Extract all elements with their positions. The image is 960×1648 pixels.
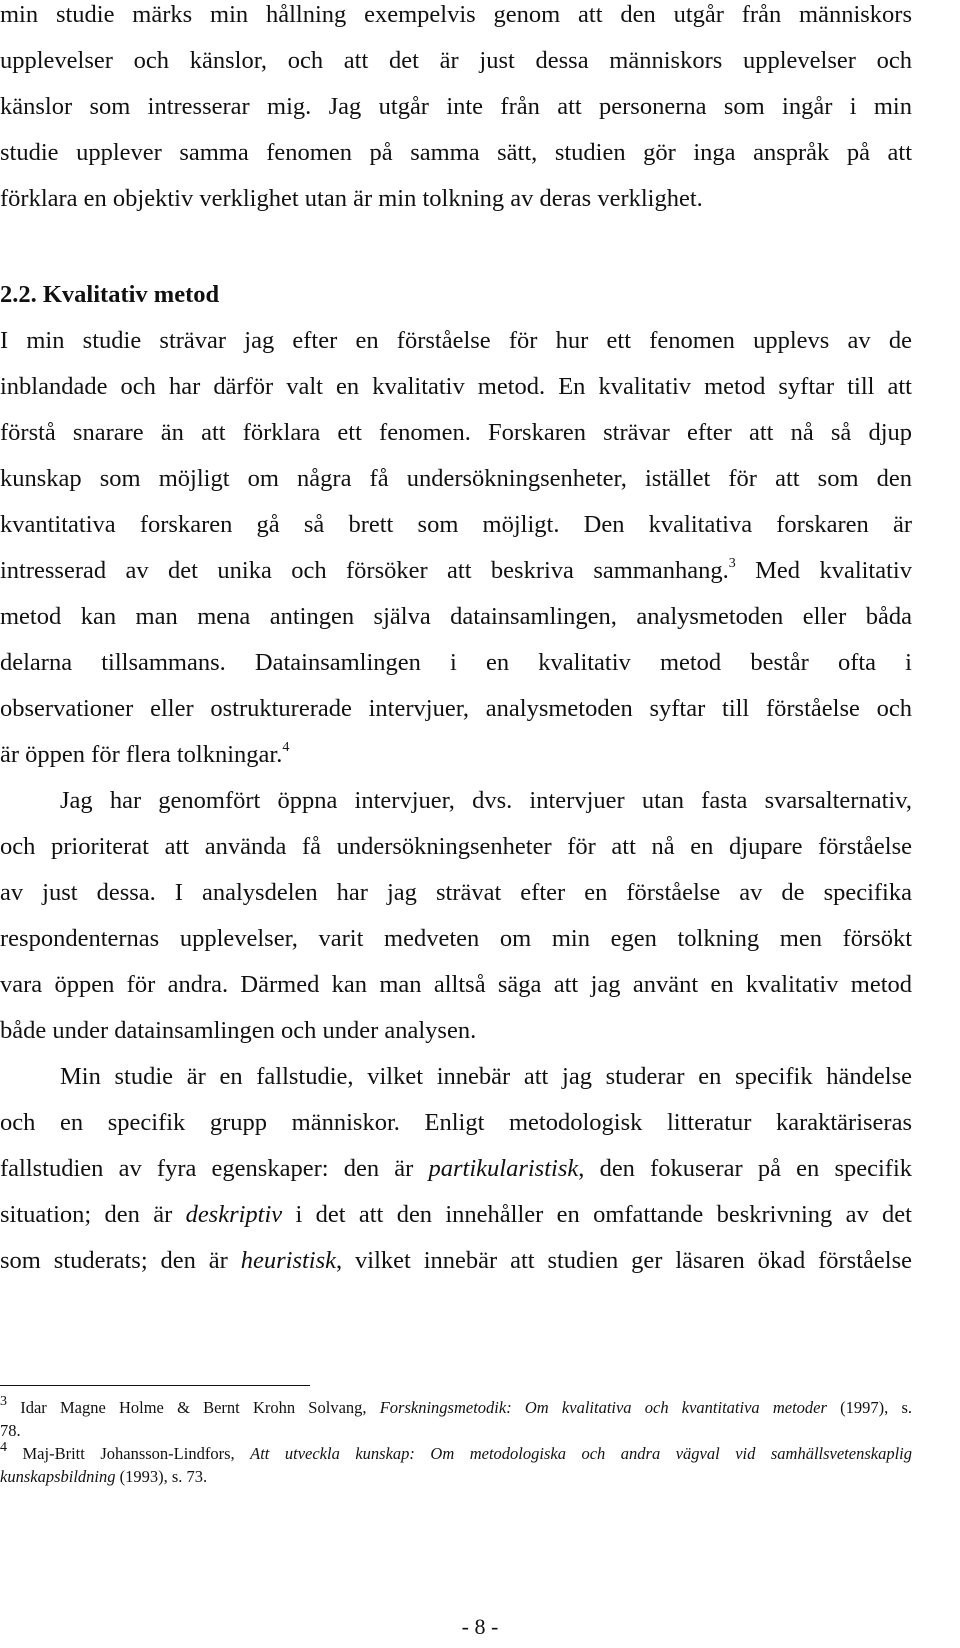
text-span: (1997), s. [826, 1398, 912, 1417]
text-span: situation; den är [0, 1201, 186, 1228]
text-line: observationer eller ostrukturerade intervjuer, analysmetoden syftar till förståelse och [0, 695, 912, 722]
emphasis-term: heuristisk [240, 1247, 337, 1274]
text-line: vara öppen för andra. Därmed kan man alltså säga att jag använt en kvalitativ metod [0, 971, 912, 998]
citation-title: Forskningsmetodik: Om kvalitativa och kvantitativa metoder [379, 1398, 827, 1417]
text-line: Jag har genomfört öppna intervjuer, dvs. intervjuer utan fasta svarsalternativ, [60, 787, 912, 814]
footnote-3-continued: 78. [0, 1421, 21, 1440]
text-line [0, 556, 912, 586]
text-line [0, 1154, 912, 1184]
footnote-ref-4[interactable]: 4 [282, 739, 290, 755]
text-span: intresserad av det unika och försöker att beskriva sammanhang. [0, 557, 729, 584]
text-line: kunskap som möjligt om några få undersökningsenheter, istället för att som den [0, 465, 912, 492]
text-span: Med kvalitativ [735, 557, 912, 584]
emphasis-term: partikularistisk [428, 1155, 579, 1182]
page-number: - 8 - [461, 1614, 499, 1639]
text-line: delarna tillsammans. Datainsamlingen i en kvalitativ metod består ofta i [0, 649, 912, 676]
text-line [0, 1246, 912, 1276]
text-line: min studie märks min hållning exempelvis genom att den utgår från människors [0, 1, 912, 28]
text-line: Min studie är en fallstudie, vilket innebär att jag studerar en specifik händelse [60, 1063, 912, 1090]
text-line: och prioriterat att använda få undersökningsenheter för att nå en djupare förståelse [0, 833, 912, 860]
text-line: inblandade och har därför valt en kvalitativ metod. En kvalitativ metod syftar till att [0, 373, 912, 400]
text-span: Maj-Britt Johansson-Lindfors, [7, 1444, 251, 1463]
text-span: , vilket innebär att studien ger läsaren ökad förståelse [336, 1247, 912, 1274]
text-line: förklara en objektiv verklighet utan är min tolkning av deras verklighet. [0, 185, 703, 212]
citation-title: Att utveckla kunskap: Om metodologiska och andra vägval vid samhällsvetenskaplig [250, 1444, 913, 1463]
citation-title: kunskapsbildning [0, 1467, 116, 1486]
section-heading: 2.2. Kvalitativ metod [0, 281, 220, 308]
footnote-number: 3 [0, 1393, 7, 1409]
text-line: kvantitativa forskaren gå så brett som möjligt. Den kvalitativa forskaren är [0, 511, 912, 538]
text-span: (1993), s. 73. [115, 1467, 208, 1486]
text-line: metod kan man mena antingen själva datainsamlingen, analysmetoden eller båda [0, 603, 912, 630]
text-line [0, 1200, 912, 1230]
footnote-4 [0, 1439, 913, 1465]
text-span: i det att den innehåller en omfattande beskrivning av det [282, 1201, 912, 1228]
text-span: som studerats; den är [0, 1247, 241, 1274]
footnote-4-continued [0, 1466, 912, 1488]
footnote-separator [0, 1385, 310, 1386]
text-line: både under datainsamlingen och under analysen. [0, 1017, 477, 1044]
footnote-number: 4 [0, 1439, 7, 1455]
text-line: studie upplever samma fenomen på samma sätt, studien gör inga anspråk på att [0, 139, 912, 166]
text-line: förstå snarare än att förklara ett fenomen. Forskaren strävar efter att nå så djup [0, 419, 912, 446]
text-line: känslor som intresserar mig. Jag utgår inte från att personerna som ingår i min [0, 93, 912, 120]
footnote-3 [0, 1393, 912, 1419]
text-span: är öppen för flera tolkningar. [0, 741, 283, 768]
footnote-ref-3[interactable]: 3 [728, 555, 736, 571]
text-span: fallstudien av fyra egenskaper: den är [0, 1155, 429, 1182]
text-line: I min studie strävar jag efter en förståelse för hur ett fenomen upplevs av de [0, 327, 912, 354]
emphasis-term: deskriptiv [185, 1201, 283, 1228]
text-line: respondenternas upplevelser, varit medveten om min egen tolkning men försökt [0, 925, 912, 952]
text-span: Idar Magne Holme & Bernt Krohn Solvang, [7, 1398, 380, 1417]
text-line [0, 740, 912, 770]
text-line: och en specifik grupp människor. Enligt metodologisk litteratur karaktäriseras [0, 1109, 912, 1136]
text-span: , den fokuserar på en specifik [578, 1155, 912, 1182]
text-line: upplevelser och känslor, och att det är just dessa människors upplevelser och [0, 47, 912, 74]
text-line: av just dessa. I analysdelen har jag strävat efter en förståelse av de specifika [0, 879, 912, 906]
